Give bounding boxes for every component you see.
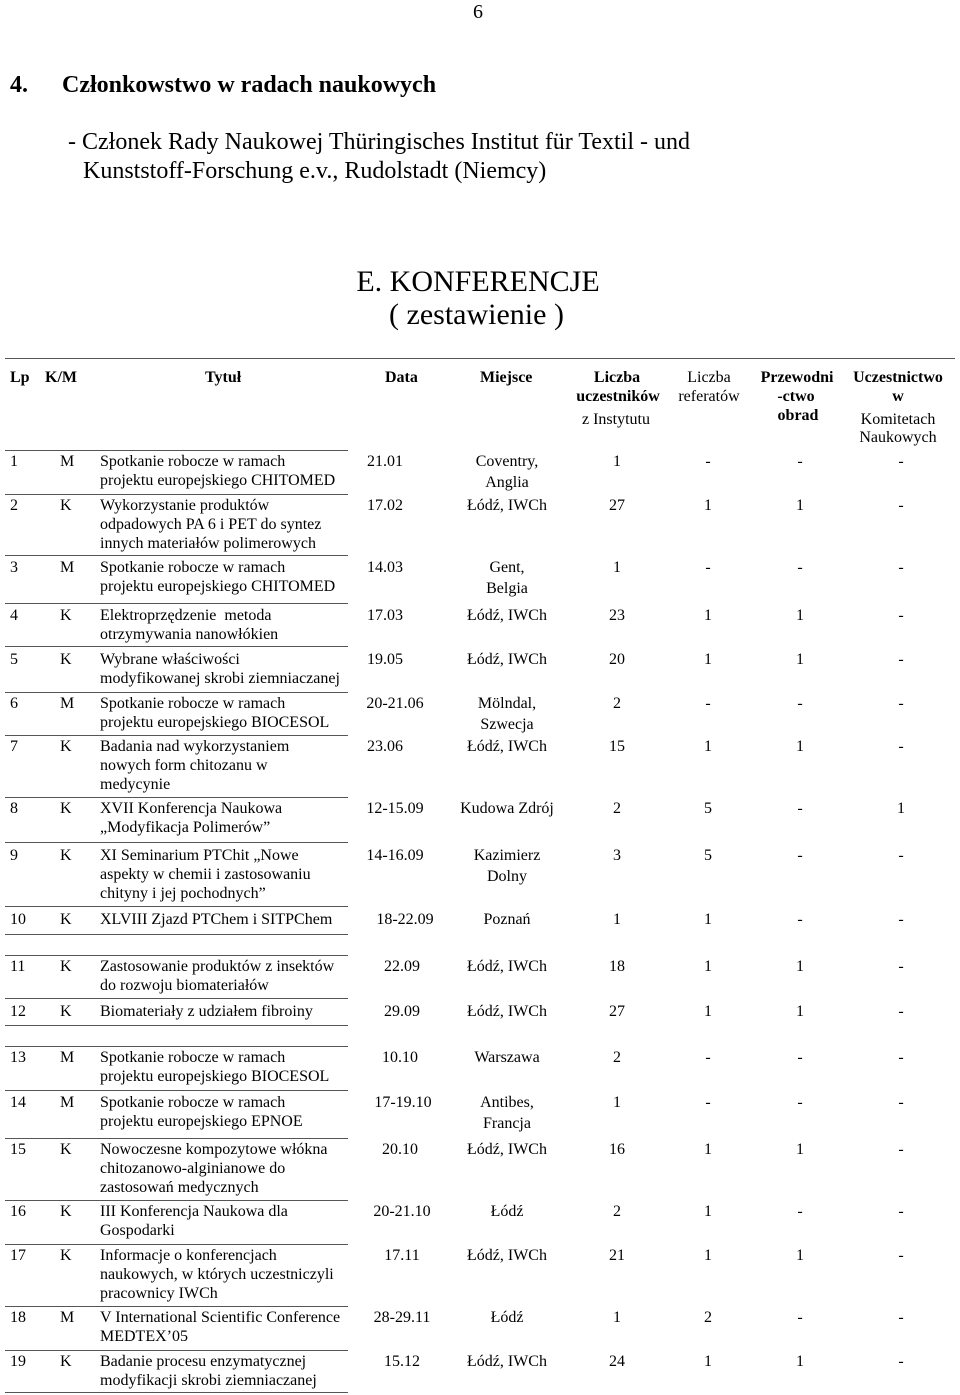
row-title-line: MEDTEX’05 <box>100 1328 188 1345</box>
membership-entry-line: - Członek Rady Naukowej Thüringisches Institut für Textil - und <box>68 129 690 155</box>
header-committees-line: Uczestnictwo <box>853 369 943 386</box>
row-place-line: Łódź, IWCh <box>467 958 547 975</box>
row-divider <box>5 494 348 495</box>
row-title-line: projektu europejskiego EPNOE <box>100 1113 303 1130</box>
row-place-line: Łódź, IWCh <box>467 607 547 624</box>
row-title-line: modyfikowanej skrobi ziemniaczanej <box>100 670 340 687</box>
row-date: 17.11 <box>384 1247 420 1264</box>
row-committees: - <box>898 847 904 864</box>
row-chairing: - <box>797 559 803 576</box>
row-committees: - <box>898 695 904 712</box>
row-type: M <box>60 695 75 712</box>
row-place-line: Gent, <box>489 559 525 576</box>
header-km: K/M <box>45 369 77 386</box>
row-date: 29.09 <box>384 1003 420 1020</box>
row-title-line: otrzymywania nanowłókien <box>100 626 279 643</box>
row-committees: - <box>898 1309 904 1326</box>
row-divider <box>5 934 348 935</box>
row-title-line: naukowych, w których uczestniczyli <box>100 1266 334 1283</box>
row-papers: 1 <box>704 1203 712 1220</box>
row-divider <box>5 1090 348 1091</box>
row-place-line: Francja <box>483 1115 531 1132</box>
row-committees: - <box>898 1353 904 1370</box>
row-title-line: Spotkanie robocze w ramach <box>100 559 286 576</box>
header-committees-line: Komitetach <box>860 411 936 428</box>
row-committees: - <box>898 1247 904 1264</box>
row-chairing: 1 <box>796 1353 804 1370</box>
row-committees: - <box>898 607 904 624</box>
row-title-line: projektu europejskiego CHITOMED <box>100 472 336 489</box>
row-chairing: - <box>797 911 803 928</box>
row-papers: 1 <box>704 497 712 514</box>
row-divider <box>5 1244 348 1245</box>
row-title-line: Badanie procesu enzymatycznej <box>100 1353 307 1370</box>
row-date: 15.12 <box>384 1353 420 1370</box>
row-number: 2 <box>10 497 18 514</box>
row-participants: 2 <box>613 695 621 712</box>
row-type: K <box>60 1203 72 1220</box>
row-date: 14.03 <box>367 559 403 576</box>
header-participants-line: uczestników <box>576 388 660 405</box>
row-chairing: - <box>797 1203 803 1220</box>
row-date: 23.06 <box>367 738 403 755</box>
row-chairing: - <box>797 1094 803 1111</box>
row-chairing: - <box>797 1049 803 1066</box>
row-date: 14-16.09 <box>366 847 424 864</box>
row-divider <box>5 735 348 736</box>
row-chairing: - <box>797 1309 803 1326</box>
row-chairing: 1 <box>796 958 804 975</box>
row-participants: 18 <box>609 958 625 975</box>
row-title-line: XVII Konferencja Naukowa <box>100 800 283 817</box>
row-papers: 1 <box>704 607 712 624</box>
row-type: M <box>60 453 75 470</box>
row-participants: 24 <box>609 1353 625 1370</box>
row-divider <box>5 797 348 798</box>
header-committees-line: Naukowych <box>859 429 937 446</box>
row-title-line: XI Seminarium PTChit „Nowe <box>100 847 299 864</box>
row-title-line: innych materiałów polimerowych <box>100 535 316 552</box>
row-number: 11 <box>10 958 26 975</box>
row-number: 1 <box>10 453 18 470</box>
row-committees: - <box>898 738 904 755</box>
row-place-line: Szwecja <box>480 716 534 733</box>
row-participants: 27 <box>609 1003 625 1020</box>
row-papers: 1 <box>704 1353 712 1370</box>
row-committees: - <box>898 651 904 668</box>
row-type: M <box>60 559 75 576</box>
row-number: 5 <box>10 651 18 668</box>
row-divider <box>5 603 348 604</box>
row-number: 9 <box>10 847 18 864</box>
row-title-line: Spotkanie robocze w ramach <box>100 695 286 712</box>
row-title-line: Informacje o konferencjach <box>100 1247 277 1264</box>
row-title-line: V International Scientific Conference <box>100 1309 341 1326</box>
header-title: Tytuł <box>205 369 242 386</box>
row-committees: - <box>898 958 904 975</box>
row-participants: 1 <box>613 1309 621 1326</box>
row-participants: 1 <box>613 453 621 470</box>
row-number: 18 <box>10 1309 26 1326</box>
row-date: 18-22.09 <box>376 911 434 928</box>
row-participants: 1 <box>613 1094 621 1111</box>
row-divider <box>5 842 348 843</box>
row-participants: 16 <box>609 1141 625 1158</box>
row-place-line: Poznań <box>483 911 531 928</box>
row-committees: - <box>898 911 904 928</box>
row-number: 12 <box>10 1003 26 1020</box>
row-divider <box>5 555 348 556</box>
row-committees: - <box>898 1003 904 1020</box>
row-title-line: medycynie <box>100 776 171 793</box>
row-number: 17 <box>10 1247 26 1264</box>
row-type: K <box>60 651 72 668</box>
row-papers: 5 <box>704 800 712 817</box>
row-participants: 1 <box>613 911 621 928</box>
row-title-line: Badania nad wykorzystaniem <box>100 738 290 755</box>
row-committees: - <box>898 1094 904 1111</box>
row-place-line: Anglia <box>485 474 529 491</box>
row-papers: 1 <box>704 1003 712 1020</box>
row-divider <box>5 1200 348 1201</box>
row-date: 21.01 <box>367 453 403 470</box>
row-date: 20-21.10 <box>373 1203 431 1220</box>
row-chairing: 1 <box>796 607 804 624</box>
row-place-line: Łódź, IWCh <box>467 497 547 514</box>
row-divider <box>5 955 348 956</box>
row-number: 8 <box>10 800 18 817</box>
row-place-line: Łódź, IWCh <box>467 1141 547 1158</box>
header-lp: Lp <box>10 369 30 386</box>
row-title-line: Biomateriały z udziałem fibroiny <box>100 1003 313 1020</box>
row-place-line: Warszawa <box>474 1049 540 1066</box>
header-papers-line: referatów <box>678 388 740 405</box>
row-type: M <box>60 1049 75 1066</box>
header-chairing-line: Przewodni <box>760 369 834 386</box>
row-type: K <box>60 1141 72 1158</box>
row-divider <box>5 1392 348 1393</box>
row-type: K <box>60 847 72 864</box>
row-title-line: Wykorzystanie produktów <box>100 497 270 514</box>
row-place-line: Antibes, <box>480 1094 534 1111</box>
row-divider <box>5 906 348 907</box>
row-chairing: - <box>797 695 803 712</box>
row-number: 16 <box>10 1203 26 1220</box>
row-number: 13 <box>10 1049 26 1066</box>
row-date: 17-19.10 <box>374 1094 432 1111</box>
row-divider <box>5 1025 348 1026</box>
row-title-line: Spotkanie robocze w ramach <box>100 453 286 470</box>
row-number: 4 <box>10 607 18 624</box>
row-title-line: „Modyfikacja Polimerów” <box>100 819 271 836</box>
row-chairing: - <box>797 847 803 864</box>
row-date: 10.10 <box>382 1049 418 1066</box>
row-date: 12-15.09 <box>366 800 424 817</box>
row-title-line: Nowoczesne kompozytowe włókna <box>100 1141 328 1158</box>
row-participants: 21 <box>609 1247 625 1264</box>
row-number: 10 <box>10 911 26 928</box>
row-title-line: pracownicy IWCh <box>100 1285 218 1302</box>
row-papers: 1 <box>704 911 712 928</box>
row-participants: 2 <box>613 1203 621 1220</box>
row-chairing: 1 <box>796 738 804 755</box>
row-place-line: Mölndal, <box>477 695 537 712</box>
row-chairing: - <box>797 800 803 817</box>
row-committees: 1 <box>897 800 905 817</box>
row-place-line: Kudowa Zdrój <box>460 800 554 817</box>
row-title-line: Wybrane właściwości <box>100 651 240 668</box>
row-papers: 1 <box>704 958 712 975</box>
row-title-line: projektu europejskiego BIOCESOL <box>100 1068 330 1085</box>
row-participants: 20 <box>609 651 625 668</box>
row-title-line: Spotkanie robocze w ramach <box>100 1049 286 1066</box>
row-type: K <box>60 1353 72 1370</box>
row-type: K <box>60 958 72 975</box>
row-type: K <box>60 738 72 755</box>
row-title-line: XLVIII Zjazd PTChem i SITPChem <box>100 911 333 928</box>
row-place-line: Łódź, IWCh <box>467 651 547 668</box>
row-place-line: Łódź, IWCh <box>467 738 547 755</box>
row-title-line: III Konferencja Naukowa dla <box>100 1203 288 1220</box>
row-type: K <box>60 800 72 817</box>
row-type: K <box>60 1247 72 1264</box>
row-divider <box>5 1306 348 1307</box>
row-place-line: Coventry, <box>475 453 539 470</box>
row-participants: 3 <box>613 847 621 864</box>
row-participants: 2 <box>613 1049 621 1066</box>
row-divider <box>5 1350 348 1351</box>
row-participants: 27 <box>609 497 625 514</box>
row-title-line: nowych form chitozanu w <box>100 757 268 774</box>
row-title-line: aspekty w chemii i zastosowaniu <box>100 866 311 883</box>
row-date: 22.09 <box>384 958 420 975</box>
row-papers: - <box>705 1049 711 1066</box>
row-type: K <box>60 497 72 514</box>
row-title-line: projektu europejskiego BIOCESOL <box>100 714 330 731</box>
row-type: K <box>60 607 72 624</box>
row-type: K <box>60 911 72 928</box>
row-title-line: chityny i jej pochodnych” <box>100 885 266 902</box>
header-participants-line: Liczba <box>593 369 641 386</box>
row-divider <box>5 1046 348 1047</box>
row-papers: - <box>705 695 711 712</box>
row-chairing: 1 <box>796 1141 804 1158</box>
membership-entry-line: Kunststoff-Forschung e.v., Rudolstadt (Niemcy) <box>83 158 547 184</box>
row-title-line: Spotkanie robocze w ramach <box>100 1094 286 1111</box>
row-papers: 5 <box>704 847 712 864</box>
row-title-line: Gospodarki <box>100 1222 175 1239</box>
header-chairing-line: -ctwo <box>777 388 815 405</box>
row-committees: - <box>898 559 904 576</box>
row-papers: - <box>705 453 711 470</box>
row-papers: 1 <box>704 1247 712 1264</box>
row-title-line: Zastosowanie produktów z insektów <box>100 958 335 975</box>
row-papers: - <box>705 1094 711 1111</box>
row-date: 19.05 <box>367 651 403 668</box>
row-place-line: Kazimierz <box>473 847 541 864</box>
row-place-line: Dolny <box>487 868 527 885</box>
header-date: Data <box>385 369 418 386</box>
row-title-line: do rozwoju biomateriałów <box>100 977 269 994</box>
row-chairing: 1 <box>796 497 804 514</box>
header-place: Miejsce <box>480 369 533 386</box>
table-top-rule <box>5 358 955 359</box>
row-participants: 23 <box>609 607 625 624</box>
row-chairing: 1 <box>796 1247 804 1264</box>
section-number: 4. <box>10 72 28 98</box>
row-number: 14 <box>10 1094 26 1111</box>
header-participants-line: z Instytutu <box>582 411 650 428</box>
row-committees: - <box>898 1141 904 1158</box>
row-committees: - <box>898 1049 904 1066</box>
row-place-line: Belgia <box>486 580 528 597</box>
row-place-line: Łódź <box>490 1309 524 1326</box>
section-heading: Członkowstwo w radach naukowych <box>62 72 437 98</box>
row-type: M <box>60 1094 75 1111</box>
row-number: 15 <box>10 1141 26 1158</box>
header-chairing-line: obrad <box>777 407 819 424</box>
row-title-line: chitozanowo-alginianowe do <box>100 1160 286 1177</box>
row-title-line: modyfikacji skrobi ziemniaczanej <box>100 1372 317 1389</box>
page-number: 6 <box>473 1 483 23</box>
row-papers: 1 <box>704 1141 712 1158</box>
row-papers: 1 <box>704 738 712 755</box>
row-participants: 2 <box>613 800 621 817</box>
row-title-line: zastosowań medycznych <box>100 1179 259 1196</box>
row-papers: 1 <box>704 651 712 668</box>
row-papers: - <box>705 559 711 576</box>
row-divider <box>5 1138 348 1139</box>
row-divider <box>5 998 348 999</box>
row-date: 17.02 <box>367 497 403 514</box>
row-place-line: Łódź, IWCh <box>467 1353 547 1370</box>
row-divider <box>5 450 348 451</box>
row-divider <box>5 692 348 693</box>
row-place-line: Łódź <box>490 1203 524 1220</box>
header-committees-line: w <box>892 388 904 405</box>
row-divider <box>5 646 348 647</box>
row-title-line: Elektroprzędzenie metoda <box>100 607 272 624</box>
row-committees: - <box>898 453 904 470</box>
row-number: 7 <box>10 738 18 755</box>
row-title-line: odpadowych PA 6 i PET do syntez <box>100 516 322 533</box>
row-chairing: 1 <box>796 1003 804 1020</box>
row-chairing: 1 <box>796 651 804 668</box>
row-date: 20.10 <box>382 1141 418 1158</box>
row-committees: - <box>898 497 904 514</box>
row-type: M <box>60 1309 75 1326</box>
row-place-line: Łódź, IWCh <box>467 1003 547 1020</box>
header-papers-line: Liczba <box>687 369 731 386</box>
row-date: 17.03 <box>367 607 403 624</box>
row-date: 20-21.06 <box>366 695 424 712</box>
row-place-line: Łódź, IWCh <box>467 1247 547 1264</box>
conferences-subtitle: ( zestawienie ) <box>389 298 564 331</box>
row-date: 28-29.11 <box>373 1309 431 1326</box>
row-type: K <box>60 1003 72 1020</box>
row-committees: - <box>898 1203 904 1220</box>
row-number: 6 <box>10 695 18 712</box>
row-chairing: - <box>797 453 803 470</box>
row-participants: 15 <box>609 738 625 755</box>
row-papers: 2 <box>704 1309 712 1326</box>
row-title-line: projektu europejskiego CHITOMED <box>100 578 336 595</box>
conferences-title: E. KONFERENCJE <box>356 265 600 298</box>
row-participants: 1 <box>613 559 621 576</box>
row-number: 19 <box>10 1353 26 1370</box>
row-number: 3 <box>10 559 18 576</box>
